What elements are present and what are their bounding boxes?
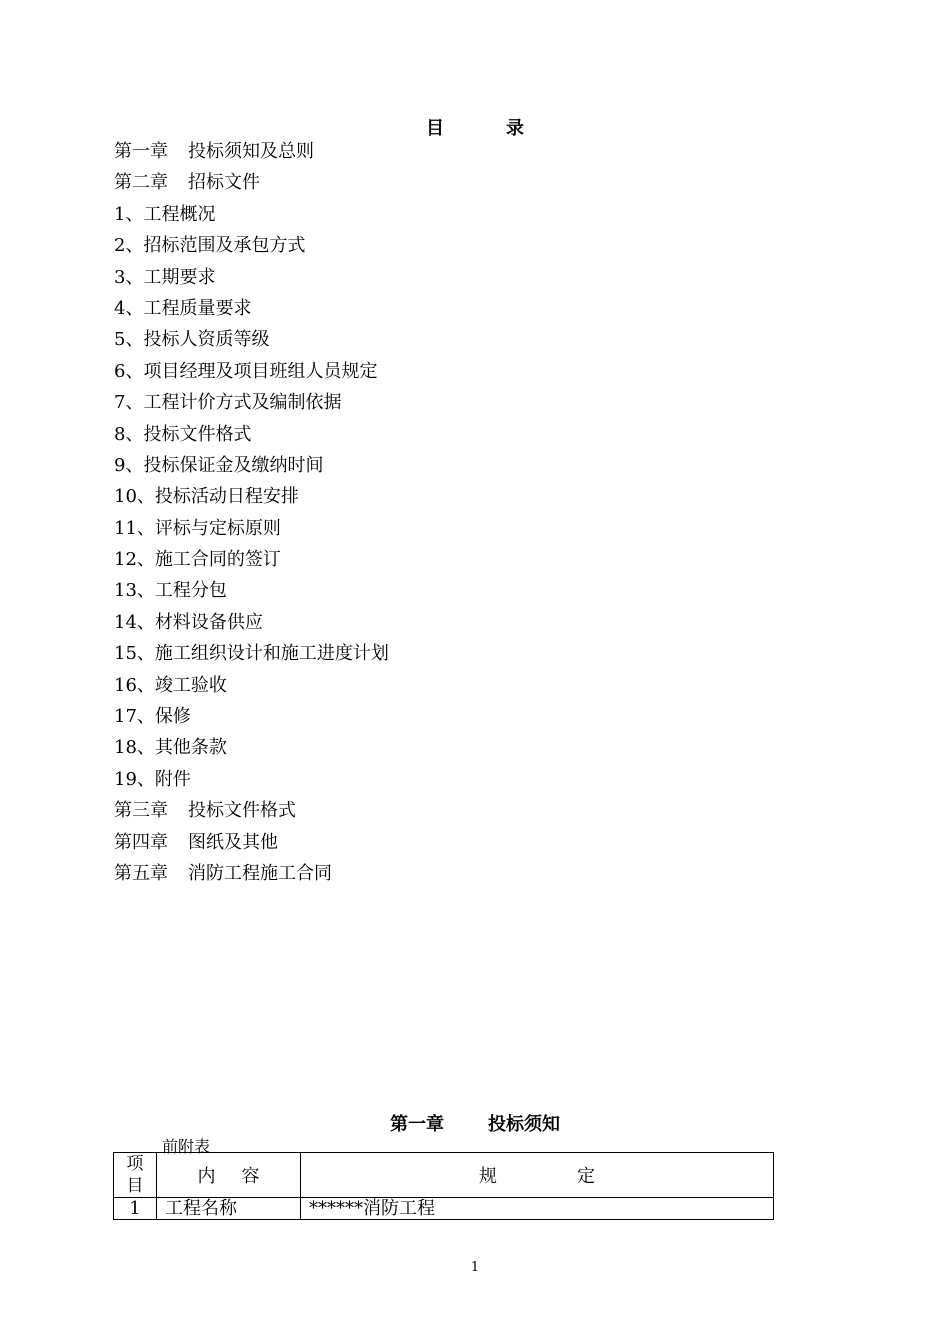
- front-attached-table: [113, 1152, 774, 1220]
- toc-item: [114, 419, 389, 450]
- header-content-right: 容: [241, 1166, 260, 1187]
- toc-item-text: 投标文件格式: [188, 800, 296, 822]
- toc-item-text: 19、附件: [114, 768, 191, 790]
- toc-item: [114, 481, 389, 512]
- header-rule: [301, 1153, 774, 1198]
- table-header-row: [114, 1153, 774, 1198]
- toc-item: [114, 544, 389, 575]
- cell-rule-text: ******消防工程: [309, 1198, 435, 1219]
- toc-item: [114, 324, 389, 355]
- header-rule-left: 规: [479, 1166, 497, 1187]
- toc-item-text: 13、工程分包: [114, 580, 227, 602]
- toc-item-text: 15、施工组织设计和施工进度计划: [114, 643, 389, 665]
- toc-item: [114, 827, 389, 858]
- toc-item: [114, 795, 389, 826]
- table-caption: 前附表: [162, 1137, 211, 1156]
- header-item-no-line2: 目: [126, 1176, 144, 1196]
- toc-item-text: 12、施工合同的签订: [114, 549, 281, 571]
- cell-item-no: 1: [114, 1198, 157, 1220]
- toc-item: [114, 764, 389, 795]
- header-rule-right: 定: [577, 1166, 595, 1187]
- toc-list: [114, 136, 389, 889]
- toc-item: [114, 262, 389, 293]
- page-number: 1: [470, 1260, 480, 1275]
- toc-item: [114, 136, 389, 167]
- chapter-name: 投标须知: [488, 1114, 560, 1135]
- toc-item-label: 第五章: [114, 862, 168, 884]
- toc-item-text: 消防工程施工合同: [188, 862, 332, 884]
- toc-item-text: 3、工期要求: [114, 266, 216, 288]
- cell-rule: [301, 1198, 774, 1220]
- toc-item: [114, 293, 389, 324]
- toc-item-text: 图纸及其他: [188, 831, 278, 853]
- toc-item-text: 投标须知及总则: [188, 141, 314, 162]
- chapter-label: 第一章: [390, 1114, 444, 1135]
- toc-item-text: 1、工程概况: [114, 203, 216, 225]
- toc-item: [114, 575, 389, 606]
- toc-item: [114, 607, 389, 638]
- cell-content-text: 工程名称: [165, 1198, 237, 1219]
- toc-item: [114, 732, 389, 763]
- toc-item-label: 第一章: [114, 141, 168, 162]
- toc-title-right: 录: [506, 118, 524, 139]
- toc-item-text: 8、投标文件格式: [114, 423, 252, 445]
- toc-title-left: 目: [426, 118, 444, 139]
- toc-item: [114, 199, 389, 230]
- header-content: [157, 1153, 301, 1198]
- toc-item-text: 2、招标范围及承包方式: [114, 235, 306, 257]
- toc-item-text: 16、竣工验收: [114, 674, 227, 696]
- cell-content: [157, 1198, 301, 1220]
- toc-item: [114, 858, 389, 889]
- toc-item-text: 14、材料设备供应: [114, 611, 263, 633]
- toc-item: [114, 167, 389, 198]
- toc-item-text: 17、保修: [114, 706, 191, 728]
- toc-item: [114, 701, 389, 732]
- toc-item-label: 第三章: [114, 800, 168, 822]
- toc-item: [114, 230, 389, 261]
- header-item-no-line1: 项: [126, 1154, 144, 1174]
- toc-item: [114, 387, 389, 418]
- toc-item-text: 11、评标与定标原则: [114, 517, 281, 539]
- toc-item-label: 第二章: [114, 172, 168, 194]
- header-content-left: 内: [197, 1166, 216, 1187]
- toc-item-text: 10、投标活动日程安排: [114, 486, 299, 508]
- toc-item: [114, 513, 389, 544]
- toc-item-text: 18、其他条款: [114, 737, 227, 759]
- toc-item-label: 第四章: [114, 831, 168, 853]
- toc-item: [114, 670, 389, 701]
- toc-item: [114, 450, 389, 481]
- toc-item-text: 9、投标保证金及缴纳时间: [114, 454, 324, 476]
- toc-item-text: 4、工程质量要求: [114, 297, 252, 319]
- toc-item: [114, 638, 389, 669]
- toc-item-text: 5、投标人资质等级: [114, 329, 270, 351]
- header-item-no: [114, 1153, 157, 1198]
- table-row: [114, 1198, 774, 1220]
- toc-item: [114, 356, 389, 387]
- toc-item-text: 7、工程计价方式及编制依据: [114, 392, 342, 414]
- toc-item-text: 6、项目经理及项目班组人员规定: [114, 360, 378, 382]
- chapter-title: [0, 1110, 950, 1136]
- toc-item-text: 招标文件: [188, 172, 260, 194]
